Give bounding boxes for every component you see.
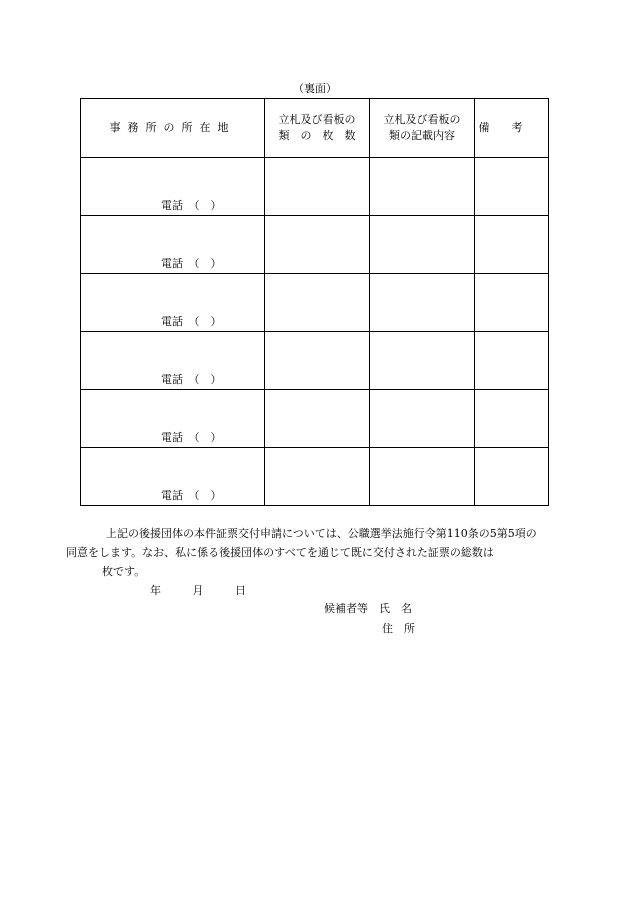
statement-line-3: 枚です。 — [102, 565, 146, 578]
table-row — [81, 216, 549, 274]
header-office-address: 事務所の所在地 — [81, 99, 265, 158]
remarks-cell[interactable] — [475, 448, 549, 506]
candidate-address-label: 住 所 — [382, 622, 415, 635]
office-address-cell[interactable] — [81, 158, 265, 216]
sign-count-cell[interactable] — [265, 158, 370, 216]
header-sign-count-line2: 類 の 枚 数 — [278, 129, 356, 142]
sign-content-cell[interactable] — [370, 332, 475, 390]
remarks-cell[interactable] — [475, 274, 549, 332]
phone-label: 電話 （ ） — [161, 315, 222, 328]
office-address-cell[interactable] — [81, 216, 265, 274]
table-row — [81, 158, 549, 216]
header-sign-content-line2: 類の記載内容 — [389, 129, 455, 142]
sign-count-cell[interactable] — [265, 448, 370, 506]
statement-line-2: 同意をします。なお、私に係る後援団体のすべてを通じて既に交付された証票の総数は — [66, 546, 494, 559]
sign-content-cell[interactable] — [370, 448, 475, 506]
sign-content-cell[interactable] — [370, 390, 475, 448]
header-sign-count-line1: 立札及び看板の — [278, 113, 356, 126]
application-table — [80, 98, 549, 506]
remarks-cell[interactable] — [475, 216, 549, 274]
statement-line-1: 上記の後援団体の本件証票交付申請については、公職選挙法施行令第110条の5第5項の — [106, 527, 537, 540]
header-remarks: 備考 — [475, 99, 549, 158]
phone-label: 電話 （ ） — [161, 489, 222, 502]
office-address-cell[interactable] — [81, 332, 265, 390]
remarks-cell[interactable] — [475, 332, 549, 390]
sign-content-cell[interactable] — [370, 216, 475, 274]
table-header-row — [81, 99, 549, 158]
office-address-cell[interactable] — [81, 448, 265, 506]
table-row — [81, 274, 549, 332]
remarks-cell[interactable] — [475, 390, 549, 448]
header-sign-content — [370, 99, 475, 158]
header-sign-content-line1: 立札及び看板の — [383, 113, 461, 126]
header-sign-count — [265, 99, 370, 158]
date-line: 年 月 日 — [150, 584, 246, 597]
page-title: （裏面） — [293, 82, 337, 95]
candidate-name-label: 候補者等 氏 名 — [324, 602, 412, 615]
office-address-cell[interactable] — [81, 274, 265, 332]
phone-label: 電話 （ ） — [161, 257, 222, 270]
table-row — [81, 332, 549, 390]
phone-label: 電話 （ ） — [161, 431, 222, 444]
table-row — [81, 448, 549, 506]
phone-label: 電話 （ ） — [161, 199, 222, 212]
phone-label: 電話 （ ） — [161, 373, 222, 386]
sign-count-cell[interactable] — [265, 332, 370, 390]
sign-count-cell[interactable] — [265, 274, 370, 332]
consent-statement — [66, 524, 556, 581]
table-row — [81, 390, 549, 448]
sign-content-cell[interactable] — [370, 158, 475, 216]
remarks-cell[interactable] — [475, 158, 549, 216]
sign-count-cell[interactable] — [265, 390, 370, 448]
sign-count-cell[interactable] — [265, 216, 370, 274]
sign-content-cell[interactable] — [370, 274, 475, 332]
office-address-cell[interactable] — [81, 390, 265, 448]
